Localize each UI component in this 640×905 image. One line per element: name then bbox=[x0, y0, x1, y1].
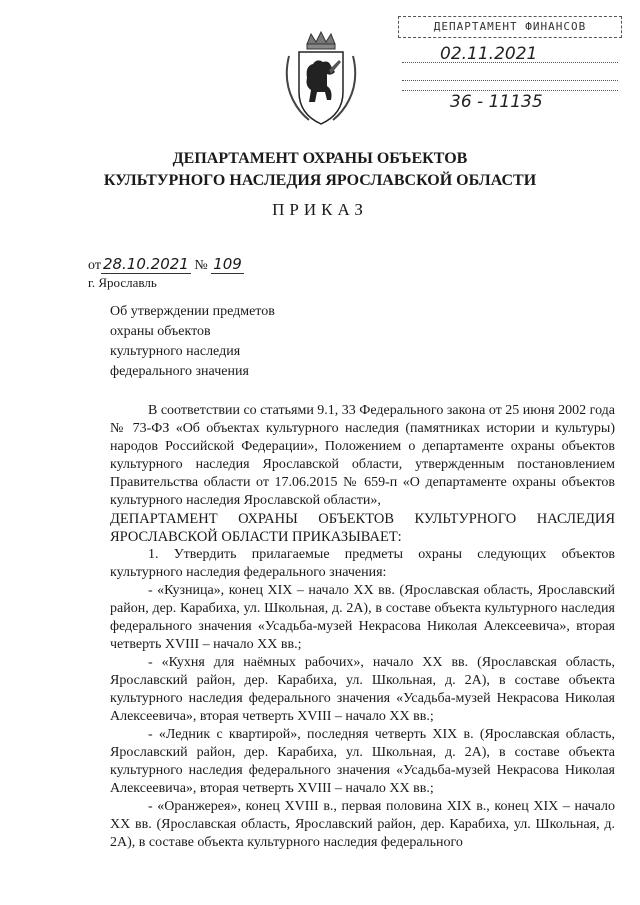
order-number: 109 bbox=[213, 255, 242, 273]
body-paragraph-directive: ДЕПАРТАМЕНТ ОХРАНЫ ОБЪЕКТОВ КУЛЬТУРНОГО НАСЛЕДИЯ ЯРОСЛАВСКОЙ ОБЛАСТИ ПРИКАЗЫВАЕТ: bbox=[110, 511, 615, 545]
stamp-line bbox=[402, 80, 618, 81]
stamp-number: 36 - 11135 bbox=[450, 92, 543, 112]
subject-line: культурного наследия bbox=[110, 344, 241, 359]
body-list-item: - «Кузница», конец XIX – начало XX вв. (Ярославская область, Ярославский район, дер. Карабиха, ул. Школьная, д. 2А), в составе объекта культурного наследия федерального значения «Усадьба-музей Некрасова Николая Алексеевича», вторая четверть XVIII – начало XX вв.; bbox=[110, 583, 615, 652]
order-title: ПРИКАЗ bbox=[272, 200, 368, 219]
subject-line: Об утверждении предметов bbox=[110, 304, 275, 319]
stamp-line bbox=[402, 90, 618, 91]
order-number-label: № bbox=[194, 258, 208, 273]
body-list-item: - «Ледник с квартирой», последняя четверть XIX в. (Ярославская область, Ярославский район, дер. Карабиха, ул. Школьная, д. 2А), в составе объекта культурного наследия федерального значения «Усадьба-музей Некрасова Николая Алексеевича», вторая четверть XVIII – начало XX вв.; bbox=[110, 727, 615, 796]
registration-stamp bbox=[398, 16, 622, 110]
body-list-item: - «Оранжерея», конец XVIII в., первая половина XIX в., конец XIX – начало XX вв. (Ярославская область, Ярославский район, дер. Карабиха, ул. Школьная, д. 2А), в составе объекта культурного наследия федерального bbox=[110, 799, 615, 850]
order-city: г. Ярославль bbox=[88, 275, 157, 290]
stamp-header: ДЕПАРТАМЕНТ ФИНАНСОВ bbox=[398, 16, 622, 38]
order-subject bbox=[110, 302, 330, 382]
order-date: 28.10.2021 bbox=[102, 255, 189, 273]
department-title-line2: КУЛЬТУРНОГО НАСЛЕДИЯ ЯРОСЛАВСКОЙ ОБЛАСТИ bbox=[103, 172, 537, 189]
subject-line: охраны объектов bbox=[110, 324, 211, 339]
body-paragraph: 1. Утвердить прилагаемые предметы охраны следующих объектов культурного наследия федерального значения: bbox=[110, 547, 615, 580]
body-list-item: - «Кухня для наёмных рабочих», начало XX вв. (Ярославская область, Ярославский район, дер. Карабиха, ул. Школьная, д. 2А), в составе объекта культурного наследия федерального значения «Усадьба-музей Некрасова Николая Алексеевича», вторая четверть XVIII – начало XX вв.; bbox=[110, 655, 615, 724]
stamp-date: 02.11.2021 bbox=[440, 44, 538, 64]
order-body bbox=[110, 402, 615, 852]
bear-coat-of-arms-icon bbox=[285, 30, 357, 130]
order-from-label: от bbox=[88, 258, 101, 273]
department-title-line1: ДЕПАРТАМЕНТ ОХРАНЫ ОБЪЕКТОВ bbox=[172, 150, 468, 167]
order-meta bbox=[88, 255, 244, 274]
body-paragraph: В соответствии со статьями 9.1, 33 Федерального закона от 25 июня 2002 года № 73-ФЗ «Об объектах культурного наследия (памятниках истории и культуры) народов Российской Федерации», Положением о департаменте охраны объектов культурного наследия Ярославской области, утвержденным постановлением Правительства области от 17.06.2015 № 659-п «О департаменте охраны объектов культурного наследия Ярославской области», bbox=[110, 403, 616, 508]
subject-line: федерального значения bbox=[110, 364, 249, 379]
department-title bbox=[0, 148, 640, 192]
